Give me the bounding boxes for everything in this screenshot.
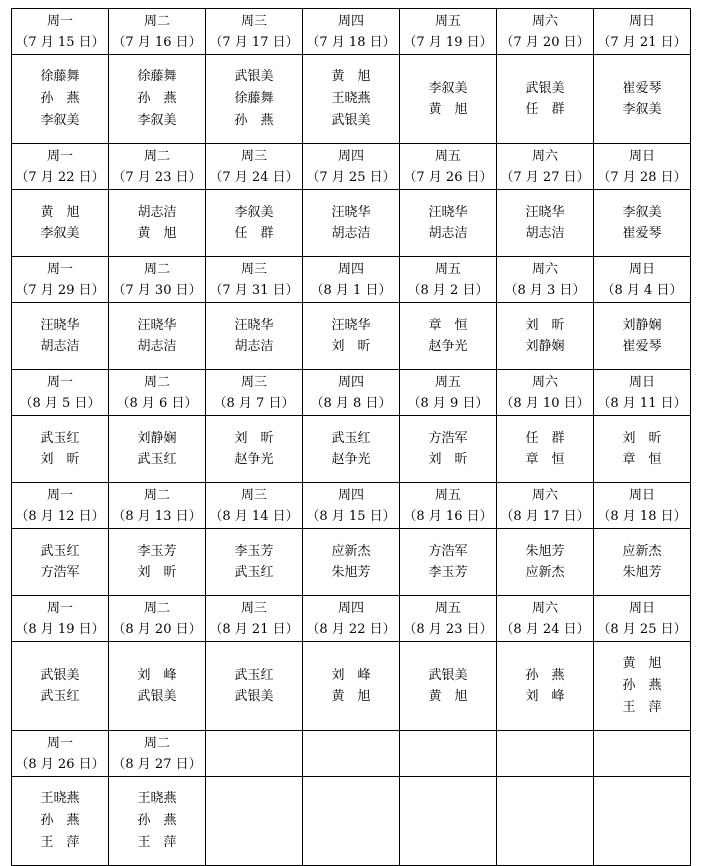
date-label: （7 月 20 日） xyxy=(500,34,590,50)
date-label: （7 月 15 日） xyxy=(15,34,105,50)
duty-cell xyxy=(12,303,109,370)
date-label: （8 月 27 日） xyxy=(112,756,202,772)
day-header-cell xyxy=(12,370,109,416)
day-header-cell xyxy=(12,483,109,529)
staff-name: 李玉芳 xyxy=(234,544,274,559)
weekday-label: 周四 xyxy=(337,374,364,390)
weekday-label: 周一 xyxy=(46,374,73,390)
day-header-cell xyxy=(12,731,109,777)
weekday-label: 周日 xyxy=(628,13,655,29)
day-header-cell xyxy=(206,144,303,190)
weekday-label: 周四 xyxy=(337,13,364,29)
weekday-label: 周六 xyxy=(531,600,558,616)
duty-cell xyxy=(109,55,206,144)
weekday-label: 周三 xyxy=(240,600,267,616)
staff-name: 李玉芳 xyxy=(137,544,177,559)
staff-name: 朱旭芳 xyxy=(331,565,371,580)
day-header-cell xyxy=(206,483,303,529)
empty-cell xyxy=(400,731,497,777)
staff-name: 汪晓华 xyxy=(331,318,371,333)
date-label: （7 月 21 日） xyxy=(597,34,687,50)
day-header-cell xyxy=(594,257,691,303)
date-label: （7 月 30 日） xyxy=(112,282,202,298)
weekday-label: 周一 xyxy=(46,13,73,29)
day-header-cell xyxy=(594,370,691,416)
date-label: （8 月 13 日） xyxy=(112,508,202,524)
duty-cell xyxy=(303,190,400,257)
staff-name: 章 恒 xyxy=(525,452,565,467)
duty-cell xyxy=(400,642,497,731)
staff-name: 汪晓华 xyxy=(234,318,274,333)
schedule-body xyxy=(12,9,691,866)
duty-cell xyxy=(303,416,400,483)
day-header-cell xyxy=(109,483,206,529)
week-duty-row xyxy=(12,529,691,596)
duty-cell xyxy=(400,416,497,483)
day-header-cell xyxy=(303,257,400,303)
date-label: （8 月 15 日） xyxy=(306,508,396,524)
date-label: （8 月 3 日） xyxy=(504,282,586,298)
weekday-label: 周三 xyxy=(240,148,267,164)
staff-name: 赵争光 xyxy=(331,452,371,467)
date-label: （8 月 23 日） xyxy=(403,621,493,637)
empty-cell xyxy=(206,731,303,777)
weekday-label: 周日 xyxy=(628,600,655,616)
date-label: （7 月 16 日） xyxy=(112,34,202,50)
staff-name: 王晓燕 xyxy=(40,791,80,806)
weekday-label: 周五 xyxy=(434,261,461,277)
day-header-cell xyxy=(303,144,400,190)
weekday-label: 周二 xyxy=(143,13,170,29)
staff-name: 王晓燕 xyxy=(137,791,177,806)
duty-cell xyxy=(303,642,400,731)
weekday-label: 周五 xyxy=(434,148,461,164)
staff-name: 刘 峰 xyxy=(331,668,371,683)
staff-name: 王 萍 xyxy=(137,835,177,850)
staff-name: 李叙美 xyxy=(40,226,80,241)
day-header-cell xyxy=(303,596,400,642)
staff-name: 胡志洁 xyxy=(137,205,177,220)
staff-name: 崔爱琴 xyxy=(622,226,662,241)
staff-name: 武玉红 xyxy=(234,565,274,580)
staff-name: 李玉芳 xyxy=(428,565,468,580)
day-header-cell xyxy=(400,483,497,529)
staff-name: 武玉红 xyxy=(40,431,80,446)
staff-name: 武银美 xyxy=(234,689,274,704)
date-label: （8 月 1 日） xyxy=(310,282,392,298)
date-label: （8 月 5 日） xyxy=(19,395,101,411)
staff-name: 孙 燕 xyxy=(40,813,80,828)
staff-name: 黄 旭 xyxy=(428,689,468,704)
staff-name: 李叙美 xyxy=(40,113,80,128)
weekday-label: 周一 xyxy=(46,261,73,277)
day-header-cell xyxy=(497,370,594,416)
date-label: （8 月 9 日） xyxy=(407,395,489,411)
staff-name: 应新杰 xyxy=(331,544,371,559)
weekday-label: 周六 xyxy=(531,487,558,503)
staff-name: 徐藤舞 xyxy=(234,91,274,106)
empty-cell xyxy=(303,777,400,866)
staff-name: 汪晓华 xyxy=(525,205,565,220)
staff-name: 章 恒 xyxy=(428,318,468,333)
day-header-cell xyxy=(497,144,594,190)
day-header-cell xyxy=(109,9,206,55)
date-label: （8 月 17 日） xyxy=(500,508,590,524)
staff-name: 武玉红 xyxy=(40,544,80,559)
week-header-row xyxy=(12,144,691,190)
staff-name: 李叙美 xyxy=(137,113,177,128)
duty-cell xyxy=(12,190,109,257)
staff-name: 朱旭芳 xyxy=(525,544,565,559)
date-label: （8 月 25 日） xyxy=(597,621,687,637)
duty-cell xyxy=(12,529,109,596)
staff-name: 刘 昕 xyxy=(331,339,371,354)
weekday-label: 周二 xyxy=(143,735,170,751)
week-duty-row xyxy=(12,642,691,731)
week-duty-row xyxy=(12,190,691,257)
duty-cell xyxy=(109,303,206,370)
weekday-label: 周一 xyxy=(46,600,73,616)
duty-cell xyxy=(12,642,109,731)
date-label: （7 月 24 日） xyxy=(209,169,299,185)
week-duty-row xyxy=(12,55,691,144)
weekday-label: 周五 xyxy=(434,600,461,616)
staff-name: 汪晓华 xyxy=(428,205,468,220)
week-duty-row xyxy=(12,416,691,483)
staff-name: 刘 昕 xyxy=(137,565,177,580)
staff-name: 胡志洁 xyxy=(428,226,468,241)
weekday-label: 周三 xyxy=(240,261,267,277)
day-header-cell xyxy=(400,9,497,55)
day-header-cell xyxy=(109,257,206,303)
staff-name: 孙 燕 xyxy=(40,91,80,106)
day-header-cell xyxy=(497,483,594,529)
date-label: （8 月 7 日） xyxy=(213,395,295,411)
staff-name: 刘 峰 xyxy=(525,689,565,704)
duty-cell xyxy=(206,303,303,370)
date-label: （8 月 12 日） xyxy=(15,508,105,524)
date-label: （8 月 14 日） xyxy=(209,508,299,524)
staff-name: 刘 昕 xyxy=(40,452,80,467)
staff-name: 汪晓华 xyxy=(40,318,80,333)
staff-name: 武银美 xyxy=(40,668,80,683)
empty-cell xyxy=(206,777,303,866)
duty-cell xyxy=(303,303,400,370)
staff-name: 黄 旭 xyxy=(331,689,371,704)
duty-cell xyxy=(400,190,497,257)
date-label: （8 月 4 日） xyxy=(601,282,683,298)
weekday-label: 周日 xyxy=(628,374,655,390)
date-label: （7 月 27 日） xyxy=(500,169,590,185)
date-label: （7 月 22 日） xyxy=(15,169,105,185)
date-label: （8 月 10 日） xyxy=(500,395,590,411)
empty-cell xyxy=(594,731,691,777)
staff-name: 刘静娴 xyxy=(622,318,662,333)
date-label: （8 月 6 日） xyxy=(116,395,198,411)
duty-cell xyxy=(594,190,691,257)
staff-name: 黄 旭 xyxy=(137,226,177,241)
staff-name: 武玉红 xyxy=(137,452,177,467)
weekday-label: 周三 xyxy=(240,487,267,503)
staff-name: 王晓燕 xyxy=(331,91,371,106)
day-header-cell xyxy=(594,483,691,529)
staff-name: 刘 昕 xyxy=(525,318,565,333)
duty-cell xyxy=(594,55,691,144)
staff-name: 武银美 xyxy=(137,689,177,704)
staff-name: 刘 昕 xyxy=(428,452,468,467)
weekday-label: 周六 xyxy=(531,13,558,29)
staff-name: 胡志洁 xyxy=(525,226,565,241)
week-header-row xyxy=(12,731,691,777)
staff-name: 武银美 xyxy=(428,668,468,683)
duty-cell xyxy=(497,303,594,370)
duty-cell xyxy=(12,416,109,483)
week-header-row xyxy=(12,9,691,55)
weekday-label: 周一 xyxy=(46,735,73,751)
duty-cell xyxy=(109,416,206,483)
date-label: （7 月 29 日） xyxy=(15,282,105,298)
staff-name: 李叙美 xyxy=(622,102,662,117)
empty-cell xyxy=(303,731,400,777)
duty-cell xyxy=(109,529,206,596)
duty-cell xyxy=(400,529,497,596)
staff-name: 胡志洁 xyxy=(331,226,371,241)
duty-cell xyxy=(594,529,691,596)
day-header-cell xyxy=(12,144,109,190)
day-header-cell xyxy=(109,144,206,190)
staff-name: 方浩军 xyxy=(428,544,468,559)
staff-name: 胡志洁 xyxy=(234,339,274,354)
date-label: （8 月 21 日） xyxy=(209,621,299,637)
empty-cell xyxy=(594,777,691,866)
weekday-label: 周四 xyxy=(337,261,364,277)
week-header-row xyxy=(12,483,691,529)
week-duty-row xyxy=(12,303,691,370)
date-label: （8 月 18 日） xyxy=(597,508,687,524)
staff-name: 李叙美 xyxy=(428,81,468,96)
weekday-label: 周四 xyxy=(337,148,364,164)
staff-name: 王 萍 xyxy=(40,835,80,850)
weekday-label: 周一 xyxy=(46,487,73,503)
day-header-cell xyxy=(497,257,594,303)
day-header-cell xyxy=(206,257,303,303)
date-label: （8 月 2 日） xyxy=(407,282,489,298)
staff-name: 武银美 xyxy=(525,81,565,96)
staff-name: 黄 旭 xyxy=(331,69,371,84)
weekday-label: 周三 xyxy=(240,13,267,29)
weekday-label: 周二 xyxy=(143,148,170,164)
weekday-label: 周二 xyxy=(143,600,170,616)
staff-name: 赵争光 xyxy=(428,339,468,354)
staff-name: 刘静娴 xyxy=(137,431,177,446)
weekday-label: 周六 xyxy=(531,261,558,277)
day-header-cell xyxy=(497,9,594,55)
duty-cell xyxy=(206,190,303,257)
staff-name: 刘 峰 xyxy=(137,668,177,683)
staff-name: 应新杰 xyxy=(622,544,662,559)
staff-name: 刘 昕 xyxy=(234,431,274,446)
date-label: （7 月 26 日） xyxy=(403,169,493,185)
weekday-label: 周日 xyxy=(628,261,655,277)
day-header-cell xyxy=(594,144,691,190)
duty-cell xyxy=(303,529,400,596)
date-label: （8 月 22 日） xyxy=(306,621,396,637)
date-label: （8 月 26 日） xyxy=(15,756,105,772)
duty-cell xyxy=(206,416,303,483)
date-label: （8 月 11 日） xyxy=(597,395,687,411)
staff-name: 孙 燕 xyxy=(137,91,177,106)
duty-cell xyxy=(109,642,206,731)
duty-cell xyxy=(206,642,303,731)
staff-name: 徐藤舞 xyxy=(137,69,177,84)
weekday-label: 周二 xyxy=(143,487,170,503)
date-label: （8 月 16 日） xyxy=(403,508,493,524)
staff-name: 孙 燕 xyxy=(622,678,662,693)
weekday-label: 周二 xyxy=(143,261,170,277)
day-header-cell xyxy=(206,370,303,416)
weekday-label: 周四 xyxy=(337,487,364,503)
weekday-label: 周四 xyxy=(337,600,364,616)
weekday-label: 周六 xyxy=(531,374,558,390)
staff-name: 武银美 xyxy=(331,113,371,128)
weekday-label: 周五 xyxy=(434,13,461,29)
staff-name: 任 群 xyxy=(234,226,274,241)
day-header-cell xyxy=(206,9,303,55)
day-header-cell xyxy=(303,9,400,55)
staff-name: 武玉红 xyxy=(40,689,80,704)
day-header-cell xyxy=(303,370,400,416)
date-label: （7 月 19 日） xyxy=(403,34,493,50)
day-header-cell xyxy=(12,257,109,303)
staff-name: 武玉红 xyxy=(331,431,371,446)
duty-cell xyxy=(594,303,691,370)
week-duty-row xyxy=(12,777,691,866)
duty-cell xyxy=(12,777,109,866)
day-header-cell xyxy=(12,596,109,642)
day-header-cell xyxy=(400,370,497,416)
duty-cell xyxy=(400,303,497,370)
staff-name: 刘静娴 xyxy=(525,339,565,354)
weekday-label: 周五 xyxy=(434,374,461,390)
duty-cell xyxy=(206,55,303,144)
staff-name: 崔爱琴 xyxy=(622,81,662,96)
staff-name: 方浩军 xyxy=(428,431,468,446)
weekday-label: 周二 xyxy=(143,374,170,390)
day-header-cell xyxy=(400,144,497,190)
duty-cell xyxy=(400,55,497,144)
staff-name: 朱旭芳 xyxy=(622,565,662,580)
staff-name: 孙 燕 xyxy=(137,813,177,828)
duty-cell xyxy=(109,777,206,866)
staff-name: 黄 旭 xyxy=(622,656,662,671)
day-header-cell xyxy=(12,9,109,55)
weekday-label: 周一 xyxy=(46,148,73,164)
week-header-row xyxy=(12,370,691,416)
duty-cell xyxy=(206,529,303,596)
duty-cell xyxy=(594,642,691,731)
date-label: （7 月 31 日） xyxy=(209,282,299,298)
week-header-row xyxy=(12,596,691,642)
duty-schedule-table xyxy=(11,8,691,866)
day-header-cell xyxy=(303,483,400,529)
day-header-cell xyxy=(206,596,303,642)
date-label: （7 月 23 日） xyxy=(112,169,202,185)
staff-name: 武玉红 xyxy=(234,668,274,683)
duty-cell xyxy=(109,190,206,257)
date-label: （7 月 28 日） xyxy=(597,169,687,185)
duty-cell xyxy=(497,529,594,596)
date-label: （8 月 8 日） xyxy=(310,395,392,411)
staff-name: 赵争光 xyxy=(234,452,274,467)
staff-name: 李叙美 xyxy=(622,205,662,220)
staff-name: 汪晓华 xyxy=(331,205,371,220)
day-header-cell xyxy=(109,596,206,642)
day-header-cell xyxy=(497,596,594,642)
day-header-cell xyxy=(400,257,497,303)
staff-name: 崔爱琴 xyxy=(622,339,662,354)
day-header-cell xyxy=(594,596,691,642)
duty-cell xyxy=(497,190,594,257)
duty-cell xyxy=(303,55,400,144)
staff-name: 章 恒 xyxy=(622,452,662,467)
date-label: （8 月 20 日） xyxy=(112,621,202,637)
day-header-cell xyxy=(594,9,691,55)
empty-cell xyxy=(497,731,594,777)
duty-cell xyxy=(594,416,691,483)
duty-cell xyxy=(12,55,109,144)
duty-cell xyxy=(497,416,594,483)
empty-cell xyxy=(400,777,497,866)
weekday-label: 周日 xyxy=(628,487,655,503)
staff-name: 汪晓华 xyxy=(137,318,177,333)
empty-cell xyxy=(497,777,594,866)
staff-name: 孙 燕 xyxy=(234,113,274,128)
staff-name: 刘 昕 xyxy=(622,431,662,446)
duty-cell xyxy=(497,642,594,731)
date-label: （8 月 19 日） xyxy=(15,621,105,637)
date-label: （7 月 18 日） xyxy=(306,34,396,50)
weekday-label: 周三 xyxy=(240,374,267,390)
staff-name: 方浩军 xyxy=(40,565,80,580)
staff-name: 王 萍 xyxy=(622,700,662,715)
staff-name: 任 群 xyxy=(525,431,565,446)
staff-name: 胡志洁 xyxy=(137,339,177,354)
date-label: （7 月 25 日） xyxy=(306,169,396,185)
staff-name: 李叙美 xyxy=(234,205,274,220)
day-header-cell xyxy=(109,370,206,416)
staff-name: 孙 燕 xyxy=(525,668,565,683)
week-header-row xyxy=(12,257,691,303)
staff-name: 徐藤舞 xyxy=(40,69,80,84)
date-label: （8 月 24 日） xyxy=(500,621,590,637)
day-header-cell xyxy=(400,596,497,642)
staff-name: 武银美 xyxy=(234,69,274,84)
staff-name: 应新杰 xyxy=(525,565,565,580)
staff-name: 任 群 xyxy=(525,102,565,117)
date-label: （7 月 17 日） xyxy=(209,34,299,50)
staff-name: 胡志洁 xyxy=(40,339,80,354)
duty-cell xyxy=(497,55,594,144)
weekday-label: 周日 xyxy=(628,148,655,164)
weekday-label: 周五 xyxy=(434,487,461,503)
weekday-label: 周六 xyxy=(531,148,558,164)
staff-name: 黄 旭 xyxy=(40,205,80,220)
day-header-cell xyxy=(109,731,206,777)
staff-name: 黄 旭 xyxy=(428,102,468,117)
